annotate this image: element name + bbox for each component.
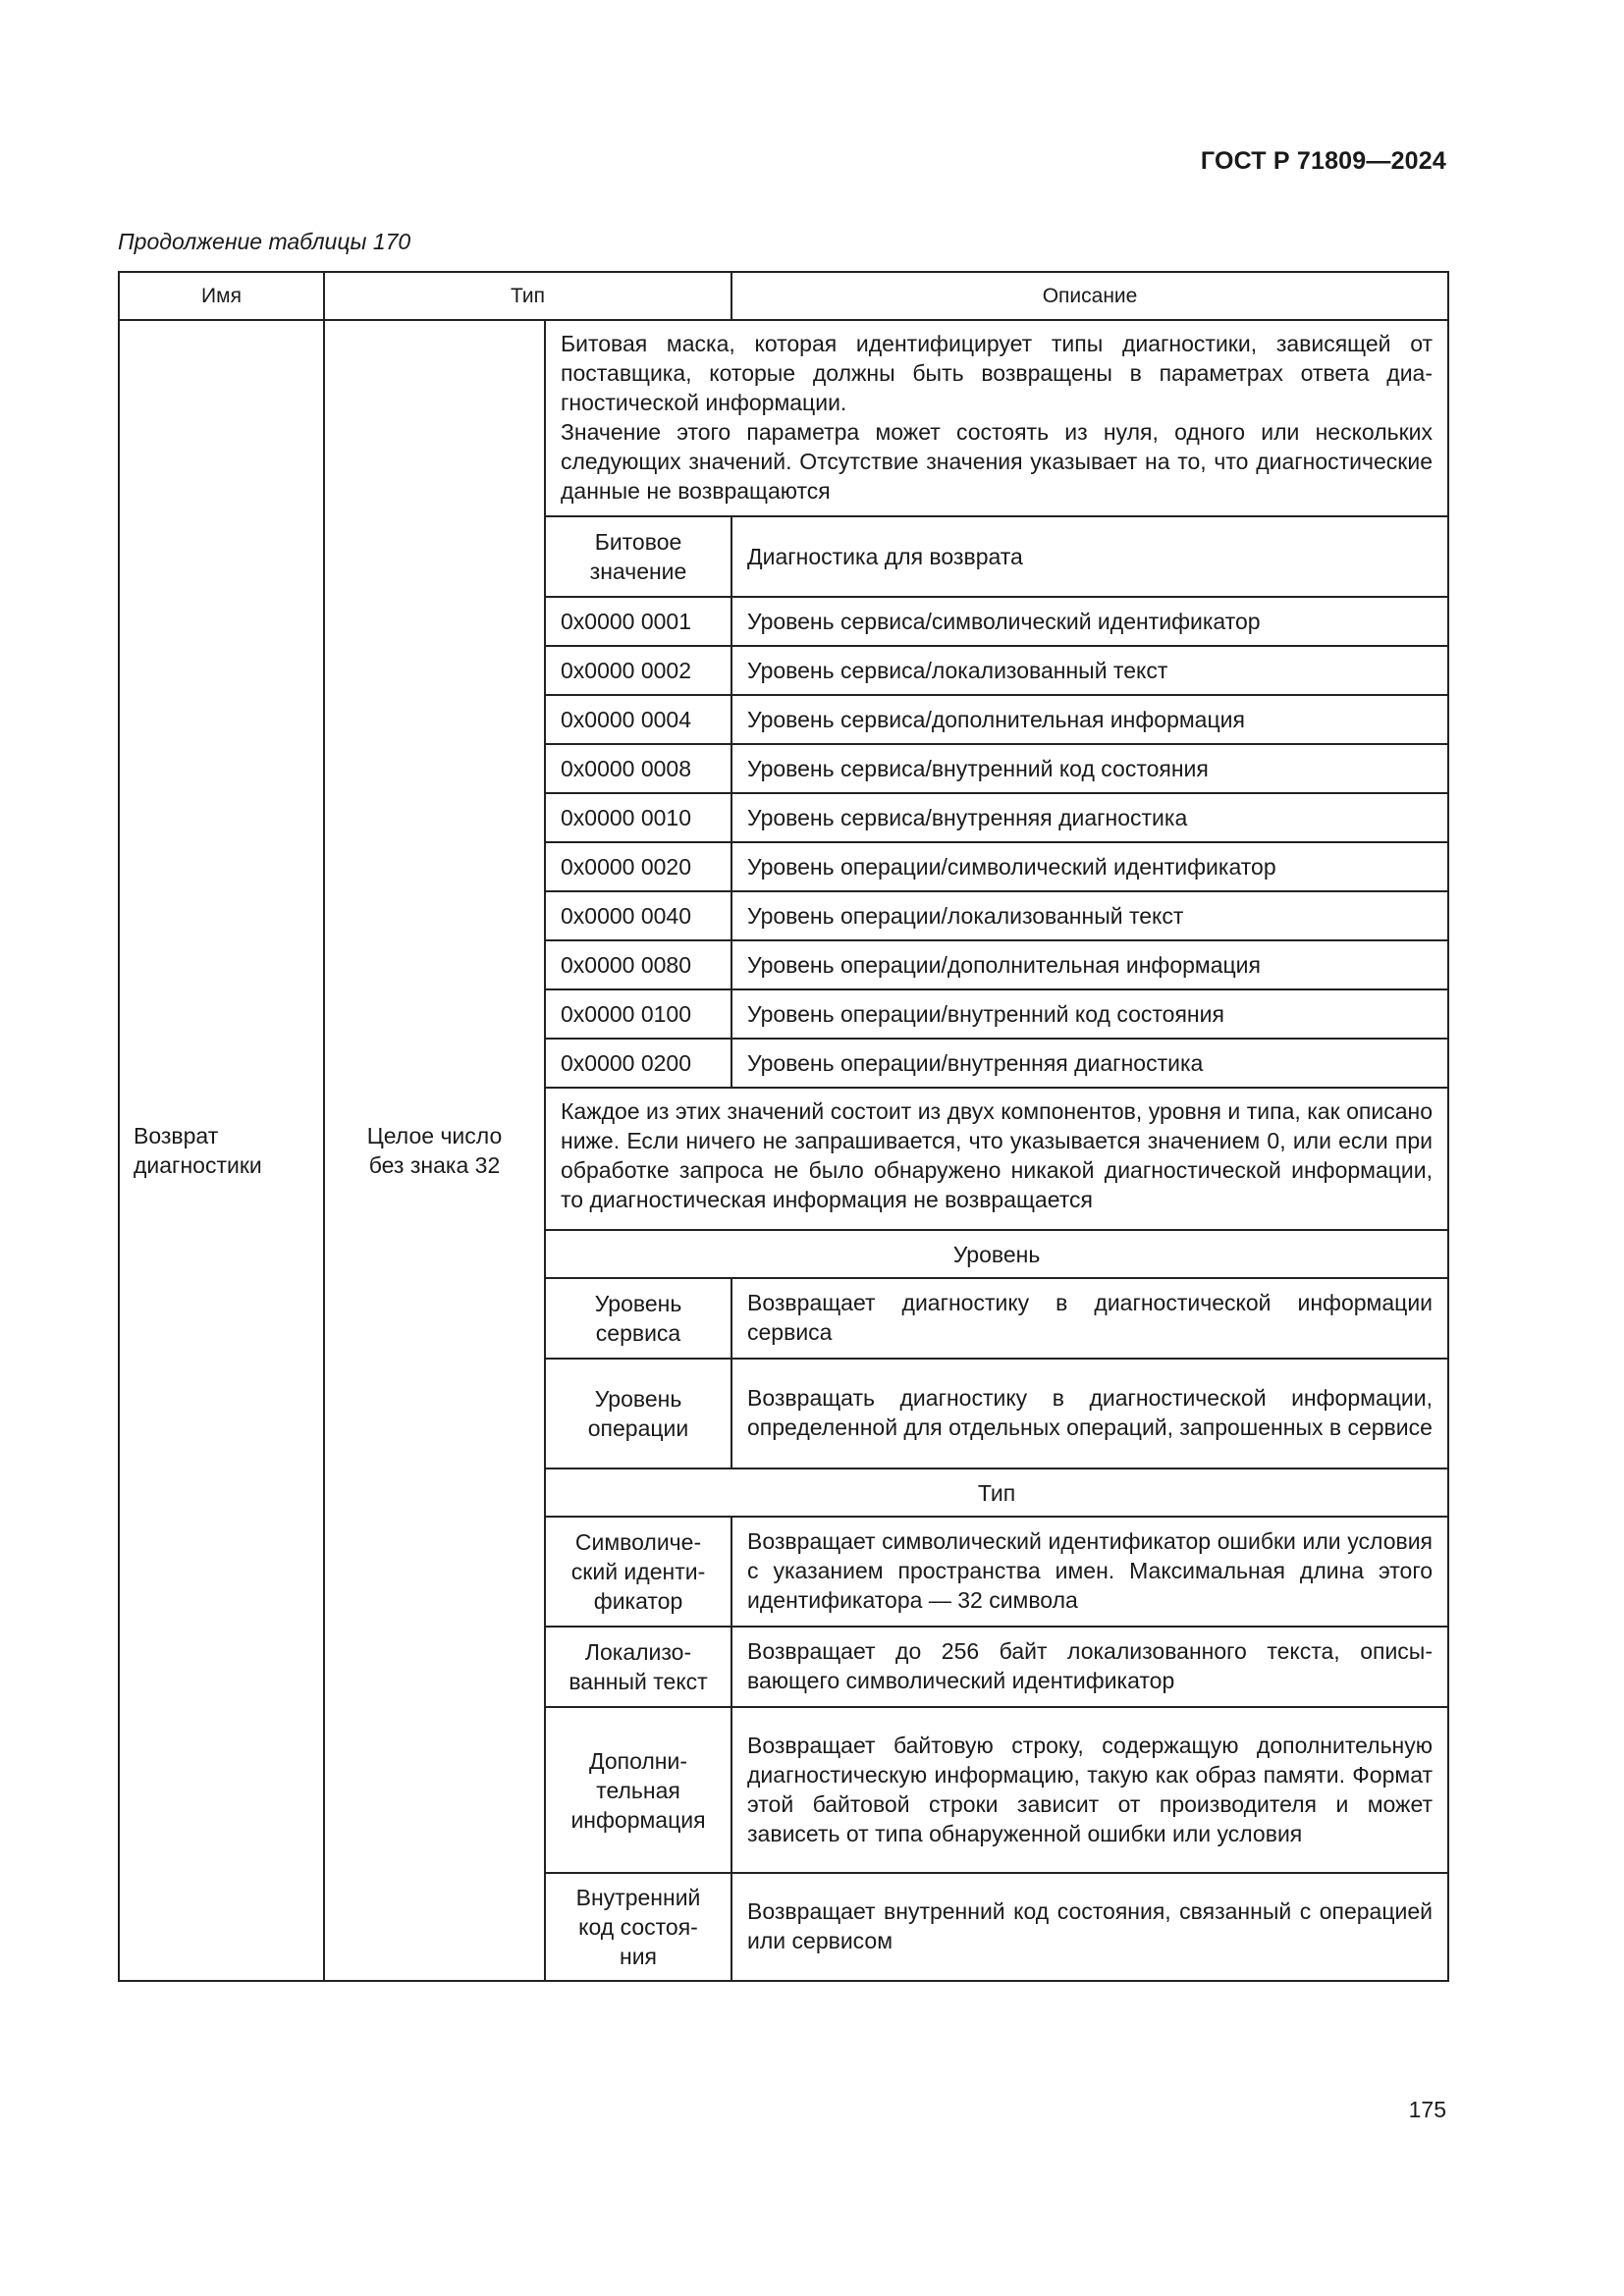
- level-section-title: Уровень: [545, 1230, 1448, 1278]
- type-definition: Возвращает байтовую строку, содержащую дополнительную диагностическую информацию, такую как образ памяти. Формат этой байтовой строки зависит от производителя и может зависеть от типа обнаруженной ошибки или условия: [731, 1707, 1448, 1873]
- type-term: Локализо- ванный текст: [545, 1627, 731, 1707]
- bit-value: 0x0000 0200: [545, 1039, 731, 1088]
- level-definition: Возвращает диагностику в диагностической информации сервиса: [731, 1278, 1448, 1359]
- components-note: Каждое из этих значений состоит из двух компонентов, уровня и типа, как описано ниже. Если ничего не запрашивается, что указывается значением 0, или если при обработке запроса не было обнаружено никакой диагностической информации, то диагностическая информация не возвращается: [545, 1088, 1448, 1230]
- bit-value: 0x0000 0004: [545, 695, 731, 744]
- bitmask-intro: Битовая маска, которая идентифицирует типы диагностики, зависящей от поставщика, которые должны быть возвращены в параметрах ответа диагностической информации. Значение этого параметра может состоять из нуля, одного или нескольких следующих значений. Отсутствие значения указывает на то, что диагностические данные не возвращаются: [545, 320, 1448, 516]
- bit-meaning: Уровень сервиса/локализованный текст: [731, 646, 1448, 695]
- bit-meaning: Уровень операции/локализованный текст: [731, 891, 1448, 940]
- bit-value: 0x0000 0040: [545, 891, 731, 940]
- bit-value: 0x0000 0100: [545, 989, 731, 1039]
- level-term: Уровень операции: [545, 1359, 731, 1468]
- table-caption: Продолжение таблицы 170: [118, 229, 411, 254]
- bit-meaning: Уровень сервиса/внутренняя диагностика: [731, 793, 1448, 842]
- bit-value: 0x0000 0020: [545, 842, 731, 891]
- table-header-row: [119, 272, 1448, 320]
- bit-meaning: Уровень сервиса/символический идентификатор: [731, 597, 1448, 646]
- type-definition: Возвращает символический идентификатор ошибки или условия с указанием пространства имен. Максимальная длина этого идентификатора — 32 символа: [731, 1517, 1448, 1627]
- page-number: 175: [1408, 2097, 1446, 2122]
- type-section-title: Тип: [545, 1468, 1448, 1517]
- parameter-type: Целое число без знака 32: [324, 320, 545, 1981]
- type-term: Символиче- ский иденти- фикатор: [545, 1517, 731, 1627]
- level-term: Уровень сервиса: [545, 1278, 731, 1359]
- bitmask-value-header: Битовое значение: [545, 516, 731, 597]
- type-term: Дополни- тельная информация: [545, 1707, 731, 1873]
- column-header-name: Имя: [119, 272, 324, 320]
- bit-meaning: Уровень операции/дополнительная информация: [731, 940, 1448, 989]
- bit-meaning: Уровень сервиса/дополнительная информация: [731, 695, 1448, 744]
- type-definition: Возвращает внутренний код состояния, связанный с операцией или сервисом: [731, 1873, 1448, 1981]
- bit-meaning: Уровень операции/внутренняя диагностика: [731, 1039, 1448, 1088]
- parameter-table: [118, 271, 1449, 1982]
- intro-row: [119, 320, 1448, 516]
- type-term: Внутренний код состоя- ния: [545, 1873, 731, 1981]
- bit-meaning: Уровень операции/внутренний код состояния: [731, 989, 1448, 1039]
- bit-meaning: Уровень операции/символический идентификатор: [731, 842, 1448, 891]
- bit-value: 0x0000 0010: [545, 793, 731, 842]
- bit-meaning: Уровень сервиса/внутренний код состояния: [731, 744, 1448, 793]
- column-header-description: Описание: [731, 272, 1448, 320]
- bit-value: 0x0000 0008: [545, 744, 731, 793]
- bit-value: 0x0000 0001: [545, 597, 731, 646]
- bit-value: 0x0000 0002: [545, 646, 731, 695]
- standard-designation: ГОСТ Р 71809—2024: [1200, 147, 1446, 175]
- bit-value: 0x0000 0080: [545, 940, 731, 989]
- bitmask-meaning-header: Диагностика для возврата: [731, 516, 1448, 597]
- parameter-name: Возврат диагностики: [119, 320, 324, 1981]
- type-definition: Возвращает до 256 байт локализованного текста, описывающего символический идентификатор: [731, 1627, 1448, 1707]
- level-definition: Возвращать диагностику в диагностической информации, определенной для отдельных операций, запрошенных в сервисе: [731, 1359, 1448, 1468]
- column-header-type: Тип: [324, 272, 731, 320]
